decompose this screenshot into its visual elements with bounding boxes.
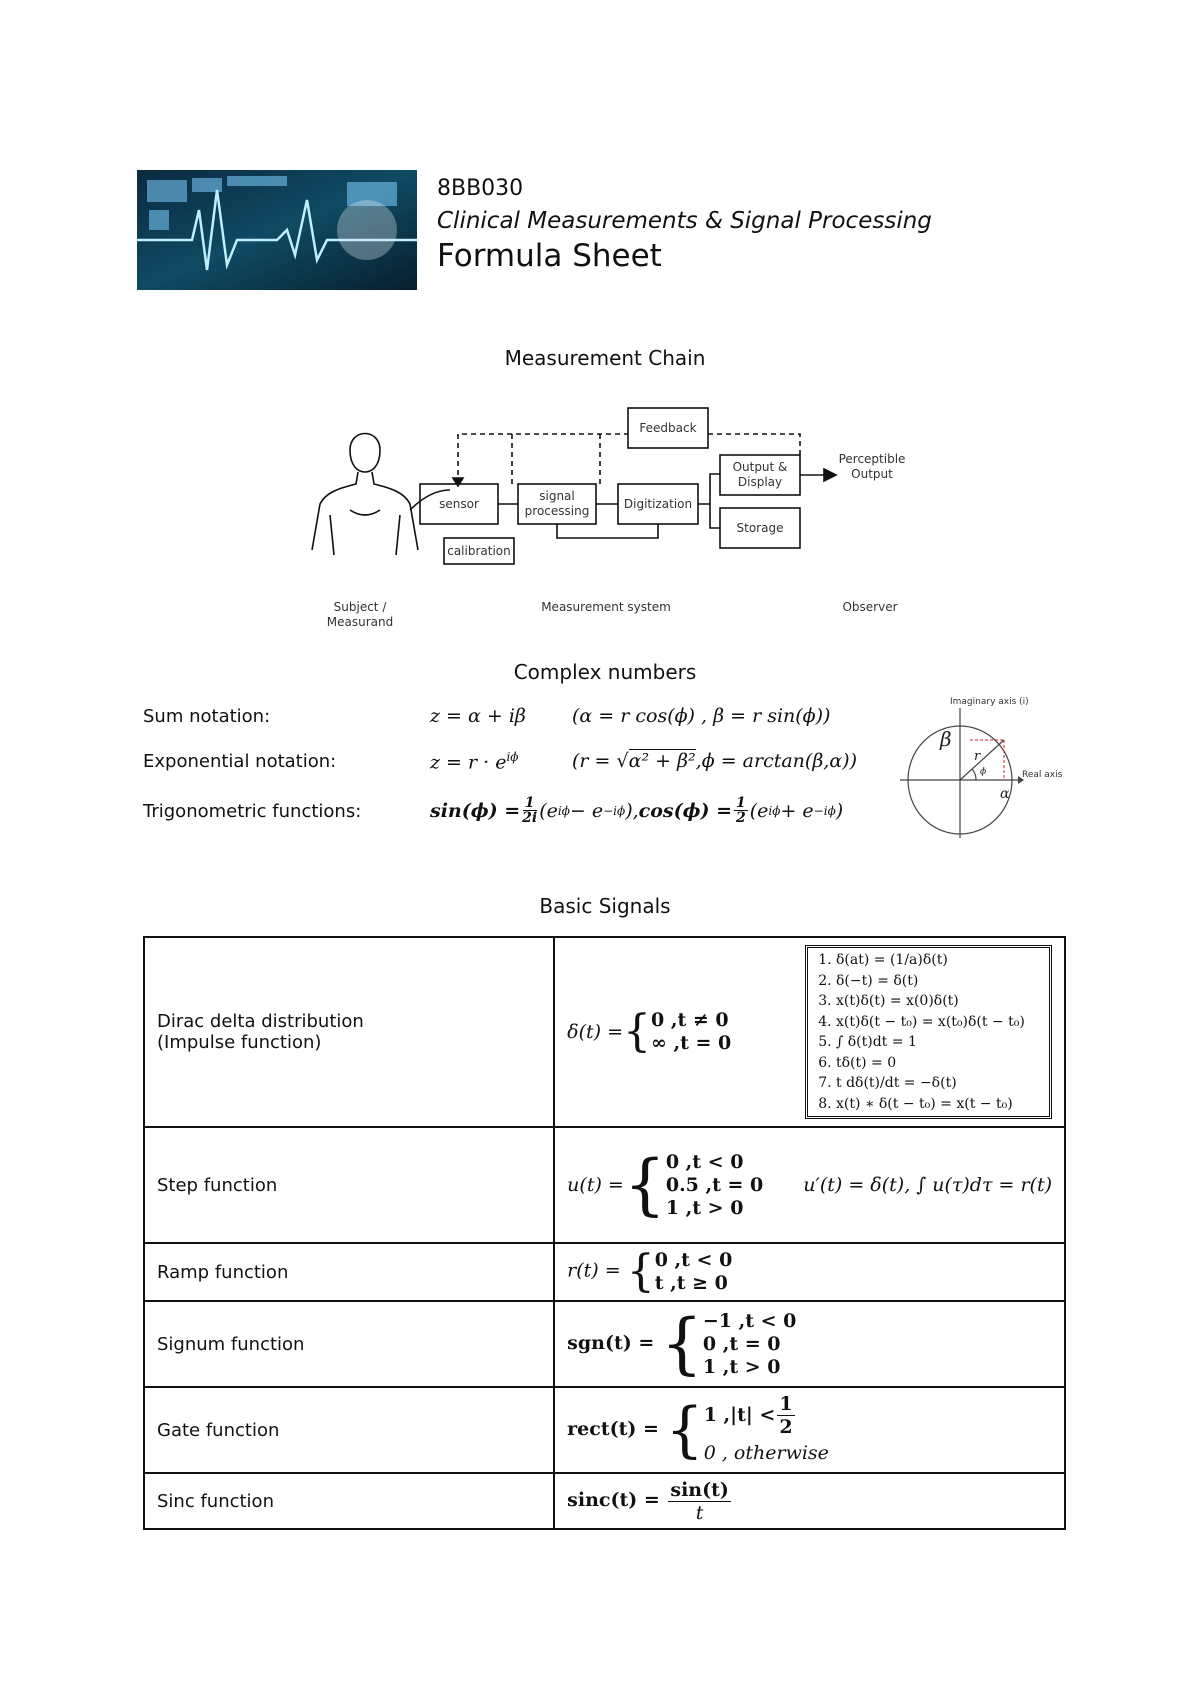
complex-numbers-title: Complex numbers [513, 660, 697, 684]
caption-observer: Observer [842, 600, 898, 614]
trig-close-cos: ) [835, 799, 844, 822]
gate-brace: { [665, 1395, 704, 1465]
exp-relation [572, 750, 857, 772]
block-feedback: Feedback [639, 421, 697, 435]
real-axis-label: Real axis [1022, 770, 1063, 780]
trig-sup-pos-2: iϕ [768, 803, 781, 818]
step-case-3: 1 ,t > 0 [665, 1196, 744, 1219]
imaginary-axis-label: Imaginary axis (i) [950, 697, 1029, 707]
frac-num-2: 1 [736, 795, 746, 811]
block-signal-processing-1: signal [539, 489, 575, 503]
block-output-2: Display [737, 475, 783, 489]
perceptible-output-1: Perceptible [838, 452, 906, 466]
trig-minus: − e [569, 799, 604, 822]
frac-den-2: 2 [736, 810, 746, 826]
cell-ramp-formula [554, 1243, 1065, 1301]
trig-functions-label: Trigonometric functions: [143, 801, 362, 822]
dirac-case-2: ∞ ,t = 0 [651, 1032, 732, 1054]
table-row-ramp [144, 1243, 1065, 1301]
complex-plane-diagram [900, 694, 1070, 840]
course-title: Clinical Measurements & Signal Processing [437, 208, 932, 234]
exp-formula-base: z = r · e [430, 751, 507, 774]
caption-subject-2: Measurand [326, 615, 394, 629]
dirac-cases [623, 1006, 732, 1057]
table-row-signum [144, 1301, 1065, 1387]
step-case-1: 0 ,t < 0 [665, 1150, 744, 1173]
signum-cases [660, 1305, 797, 1382]
cell-ramp-name: Ramp function [144, 1243, 554, 1301]
trig-cos-body: (e [749, 799, 769, 822]
cell-step-formula [554, 1127, 1065, 1243]
trig-sup-neg-1: −iϕ [603, 803, 626, 818]
cell-dirac-name [144, 937, 554, 1127]
sum-relation: (α = r cos(ϕ) , β = r sin(ϕ)) [572, 705, 831, 727]
ramp-lhs: r(t) = [567, 1259, 627, 1282]
table-row-gate [144, 1387, 1065, 1473]
gate-cases [666, 1393, 829, 1468]
dirac-property: 8. x(t) ∗ δ(t − t₀) = x(t − t₀) [836, 1094, 1041, 1115]
table-row-step [144, 1127, 1065, 1243]
measurement-chain-title: Measurement Chain [504, 346, 706, 370]
exp-relation-b: ,ϕ = arctan(β,α)) [695, 750, 858, 772]
basic-signals-title: Basic Signals [539, 894, 671, 918]
dirac-property: 4. x(t)δ(t − t₀) = x(t₀)δ(t − t₀) [836, 1012, 1041, 1033]
dirac-property: 5. ∫ δ(t)dt = 1 [836, 1032, 1041, 1053]
basic-signals-table [143, 936, 1066, 1530]
signum-case-1: −1 ,t < 0 [702, 1309, 797, 1332]
ramp-case-2: t ,t ≥ 0 [654, 1272, 728, 1294]
sinc-den: t [695, 1501, 704, 1524]
sum-formula: z = α + iβ [430, 705, 526, 727]
cell-sinc-name: Sinc function [144, 1473, 554, 1529]
cell-signum-formula [554, 1301, 1065, 1387]
exp-formula [430, 750, 519, 773]
cell-signum-name: Signum function [144, 1301, 554, 1387]
trig-sup-neg-2: −iϕ [813, 803, 836, 818]
sinc-lhs: sinc(t) = [567, 1488, 667, 1511]
ramp-cases [626, 1246, 733, 1297]
dirac-property: 3. x(t)δ(t) = x(0)δ(t) [836, 991, 1041, 1012]
block-calibration: calibration [447, 544, 511, 558]
frac-1-over-2 [734, 796, 748, 825]
cell-sinc-formula [554, 1473, 1065, 1529]
block-digitization: Digitization [623, 497, 693, 511]
dirac-name-1: Dirac delta distribution [157, 1011, 364, 1032]
dirac-case-1: 0 ,t ≠ 0 [651, 1009, 729, 1031]
trig-plus: + e [780, 799, 814, 822]
dirac-name-2: (Impulse function) [157, 1032, 322, 1053]
step-relation: u′(t) = δ(t), ∫ u(τ)dτ = r(t) [803, 1174, 1052, 1196]
trig-cos: cos(ϕ) = [638, 799, 732, 822]
phi-label: ϕ [980, 767, 987, 777]
dirac-brace: { [623, 1006, 652, 1057]
trig-sup-pos-1: iϕ [557, 803, 570, 818]
signum-lhs: sgn(t) = [567, 1331, 661, 1354]
frac-num: 1 [524, 795, 535, 811]
cell-step-name: Step function [144, 1127, 554, 1243]
block-sensor: sensor [439, 497, 479, 511]
cell-gate-name: Gate function [144, 1387, 554, 1473]
signum-case-2: 0 ,t = 0 [702, 1332, 781, 1355]
sum-notation-label: Sum notation: [143, 706, 271, 727]
caption-subject-1: Subject / [333, 600, 387, 614]
dirac-property: 6. tδ(t) = 0 [836, 1053, 1041, 1074]
dirac-property: 2. δ(−t) = δ(t) [836, 971, 1041, 992]
ramp-case-1: 0 ,t < 0 [654, 1249, 733, 1271]
signum-brace: { [660, 1305, 703, 1382]
gate-frac-den: 2 [779, 1415, 793, 1438]
banner-image [137, 170, 417, 320]
cell-gate-formula [554, 1387, 1065, 1473]
table-row-dirac [144, 937, 1065, 1127]
exp-relation-sqrt: α² + β² [628, 750, 696, 772]
alpha-label: α [1000, 786, 1010, 802]
beta-label: β [940, 727, 952, 751]
cell-dirac-formula [554, 937, 1065, 1127]
gate-lhs: rect(t) = [567, 1417, 666, 1440]
exp-relation-a: (r = [572, 750, 617, 772]
ramp-brace: { [626, 1246, 655, 1297]
frac-den: 2i [522, 810, 538, 826]
block-signal-processing-2: processing [524, 504, 590, 518]
dirac-properties-box [805, 945, 1052, 1119]
frac-1-over-2i [522, 796, 537, 825]
table-row-sinc [144, 1473, 1065, 1529]
trig-close-sin: ), [625, 799, 639, 822]
step-cases [623, 1146, 764, 1223]
gate-case-2: 0 , otherwise [703, 1441, 829, 1464]
r-label: r [974, 749, 981, 764]
perceptible-output-2: Output [851, 467, 893, 481]
block-storage: Storage [736, 521, 784, 535]
step-brace: { [623, 1146, 666, 1223]
dirac-lhs: δ(t) = [567, 1021, 624, 1043]
gate-case-1: 1 ,|t| < [703, 1404, 776, 1426]
gate-frac-num: 1 [779, 1392, 793, 1415]
sinc-frac [668, 1479, 730, 1524]
step-lhs: u(t) = [567, 1174, 624, 1196]
gate-frac [777, 1393, 794, 1438]
signum-case-3: 1 ,t > 0 [702, 1355, 781, 1378]
course-code: 8BB030 [437, 176, 524, 201]
exp-formula-sup: iϕ [506, 750, 519, 764]
trig-sin-body: (e [539, 799, 558, 822]
trig-formula [430, 796, 843, 825]
step-case-2: 0.5 ,t = 0 [665, 1173, 764, 1196]
sheet-title: Formula Sheet [437, 238, 662, 274]
sinc-num: sin(t) [670, 1478, 729, 1501]
caption-system: Measurement system [541, 600, 671, 614]
dirac-property: 1. δ(at) = (1/a)δ(t) [836, 950, 1041, 971]
dirac-property: 7. t dδ(t)/dt = −δ(t) [836, 1073, 1041, 1094]
measurement-chain-diagram [300, 400, 920, 640]
trig-sin: sin(ϕ) = [430, 799, 521, 822]
block-output-1: Output & [732, 460, 788, 474]
exponential-notation-label: Exponential notation: [143, 751, 337, 772]
sqrt-sign: √ [616, 750, 629, 772]
